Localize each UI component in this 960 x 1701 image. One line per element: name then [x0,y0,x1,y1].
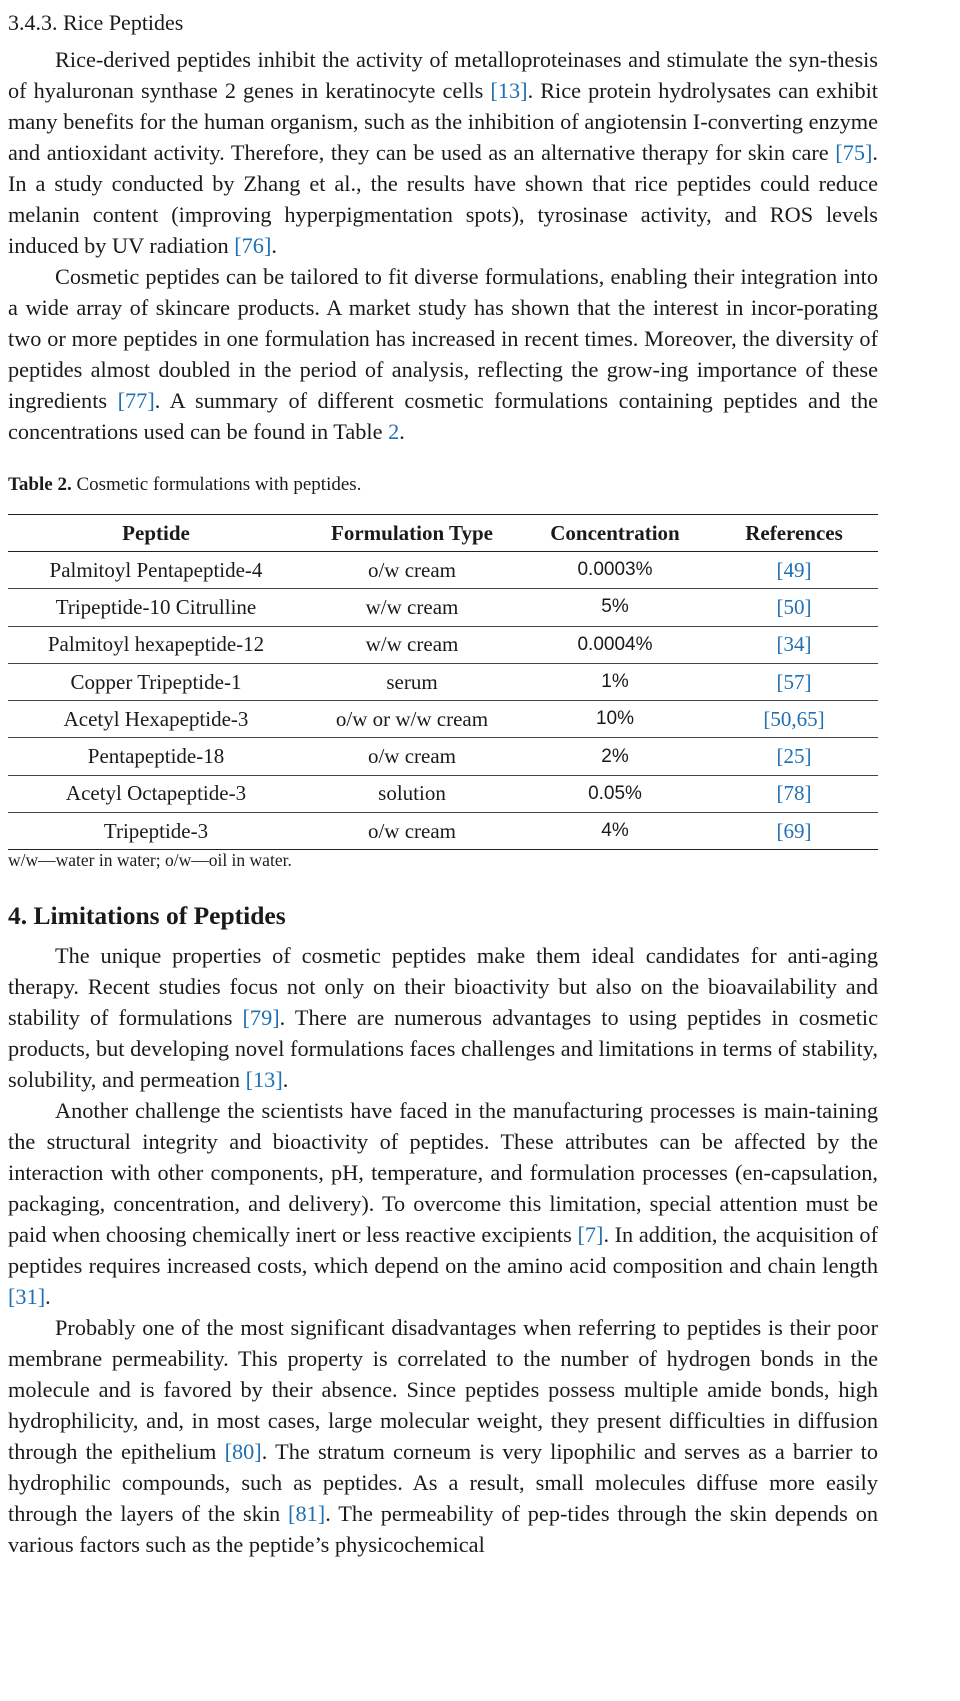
column-header-peptide: Peptide [8,515,304,552]
cell-peptide: Acetyl Octapeptide-3 [8,775,304,812]
text-run: . In addition, the acquisition of peptides requires increased costs, which depend on the amino acid composition and chain length [8,1222,879,1278]
cell-concentration: 1% [520,663,710,700]
paragraph [8,1095,878,1312]
text-run: . The stratum corneum is very lipophilic and serves as a barrier to hydrophilic compounds, such as peptides. As a result, small molecules diffuse more easily through the layers of the skin [8,1439,878,1526]
cell-references[interactable]: [69] [710,813,878,850]
citation-link[interactable]: [31] [8,1284,46,1309]
subsection-heading: 3.4.3. Rice Peptides [8,10,184,35]
text-run: . [399,419,405,444]
cell-formulation-type: solution [304,775,520,812]
cell-concentration: 2% [520,738,710,775]
table-row [8,663,878,700]
table-caption-text: Cosmetic formulations with peptides. [71,474,362,495]
text-run: . Rice protein hydrolysates can exhibit many benefits for the human organism, such as the inhibition of angiotensin I-converting enzyme and antioxidant activity. Therefore, they can be used as an alternative therapy for skin care [8,78,878,165]
text-run: . In a study conducted by Zhang et al., the results have shown that rice peptides could reduce melanin content (improving hyperpigmentation spots), tyrosinase activity, and ROS levels induced by UV radiation [8,140,878,258]
text-run: . [271,233,277,258]
cell-peptide: Copper Tripeptide-1 [8,663,304,700]
table-caption [8,471,878,499]
table-row [8,626,878,663]
cell-formulation-type: serum [304,663,520,700]
text-run: Probably one of the most significant disadvantages when referring to peptides is their poor membrane permeability. This property is correlated to the number of hydrogen bonds in the molecule and is favored by their absence. Since peptides possess multiple amide bonds, high hydrophilicity, and, in most cases, large molecular weight, they present difficulties in diffusion through the epithelium [8,1315,878,1464]
citation-link[interactable]: [81] [288,1501,326,1526]
text-run: . [45,1284,51,1309]
cell-references[interactable]: [57] [710,663,878,700]
section-heading: 4. Limitations of Peptides [8,901,286,930]
cell-concentration: 5% [520,589,710,626]
citation-link[interactable]: [13] [490,78,528,103]
text-run: Another challenge the scientists have faced in the manufacturing processes is main-taining the structural integrity and bioactivity of peptides. These attributes can be affected by the interaction with other components, pH, temperature, and formulation processes (en-capsulation, packaging, concentration, and delivery). To overcome this limitation, special attention must be paid when choosing chemically inert or less reactive excipients [8,1098,878,1247]
table-wrap [8,514,878,850]
limitations-body [8,940,878,1560]
cell-concentration: 4% [520,813,710,850]
column-header-formulation-type: Formulation Type [304,515,520,552]
citation-link[interactable]: [7] [577,1222,604,1247]
citation-link[interactable]: [79] [242,1005,280,1030]
table-row [8,775,878,812]
cell-peptide: Palmitoyl Pentapeptide-4 [8,552,304,589]
table-row [8,701,878,738]
table-footnote: w/w—water in water; o/w—oil in water. [8,850,292,870]
cell-formulation-type: o/w or w/w cream [304,701,520,738]
formulations-table [8,514,878,850]
cell-concentration: 10% [520,701,710,738]
table-caption-label: Table 2. [8,474,72,495]
cell-references[interactable]: [25] [710,738,878,775]
cell-concentration: 0.05% [520,775,710,812]
text-run: . There are numerous advantages to using peptides in cosmetic products, but developing novel formulations faces challenges and limitations in terms of stability, solubility, and permeation [8,1005,878,1092]
citation-link[interactable]: [13] [245,1067,283,1092]
paragraph [8,44,878,261]
paragraph [8,1312,878,1560]
paragraph [8,261,878,447]
cell-peptide: Tripeptide-3 [8,813,304,850]
table-row [8,813,878,850]
text-run: . A summary of different cosmetic formulations containing peptides and the concentrations used can be found in Table [8,388,878,444]
cell-concentration: 0.0004% [520,626,710,663]
cell-references[interactable]: [78] [710,775,878,812]
table-row [8,589,878,626]
text-run: Rice-derived peptides inhibit the activity of metalloproteinases and stimulate the syn-thesis of hyaluronan synthase 2 genes in keratinocyte cells [8,47,878,103]
table-header-row [8,515,878,552]
cell-peptide: Palmitoyl hexapeptide-12 [8,626,304,663]
text-run: The unique properties of cosmetic peptides make them ideal candidates for anti-aging therapy. Recent studies focus not only on their bioactivity but also on the bioavailability and stability of formulations [8,943,878,1030]
cell-references[interactable]: [34] [710,626,878,663]
citation-link[interactable]: [75] [835,140,873,165]
table-row [8,552,878,589]
cell-concentration: 0.0003% [520,552,710,589]
cell-references[interactable]: [50,65] [710,701,878,738]
column-header-references: References [710,515,878,552]
cell-formulation-type: o/w cream [304,552,520,589]
citation-link[interactable]: [77] [117,388,155,413]
citation-link[interactable]: [76] [234,233,272,258]
citation-link[interactable]: 2 [388,419,400,444]
cell-formulation-type: w/w cream [304,626,520,663]
cell-peptide: Tripeptide-10 Citrulline [8,589,304,626]
cell-peptide: Pentapeptide-18 [8,738,304,775]
rice-peptides-body [8,44,878,447]
text-run: Cosmetic peptides can be tailored to fit diverse formulations, enabling their integration into a wide array of skincare products. A market study has shown that the interest in incor-porating two or more peptides in one formulation has increased in recent times. Moreover, the diversity of peptides almost doubled in the period of analysis, reflecting the grow-ing importance of these ingredients [8,264,878,413]
paragraph [8,940,878,1095]
cell-peptide: Acetyl Hexapeptide-3 [8,701,304,738]
cell-formulation-type: w/w cream [304,589,520,626]
text-run: . [282,1067,289,1092]
table-row [8,738,878,775]
cell-formulation-type: o/w cream [304,813,520,850]
cell-references[interactable]: [49] [710,552,878,589]
cell-formulation-type: o/w cream [304,738,520,775]
cell-references[interactable]: [50] [710,589,878,626]
citation-link[interactable]: [80] [224,1439,262,1464]
column-header-concentration: Concentration [520,515,710,552]
text-run: . The permeability of pep-tides through the skin depends on various factors such as the peptide’s physicochemical [8,1501,878,1557]
